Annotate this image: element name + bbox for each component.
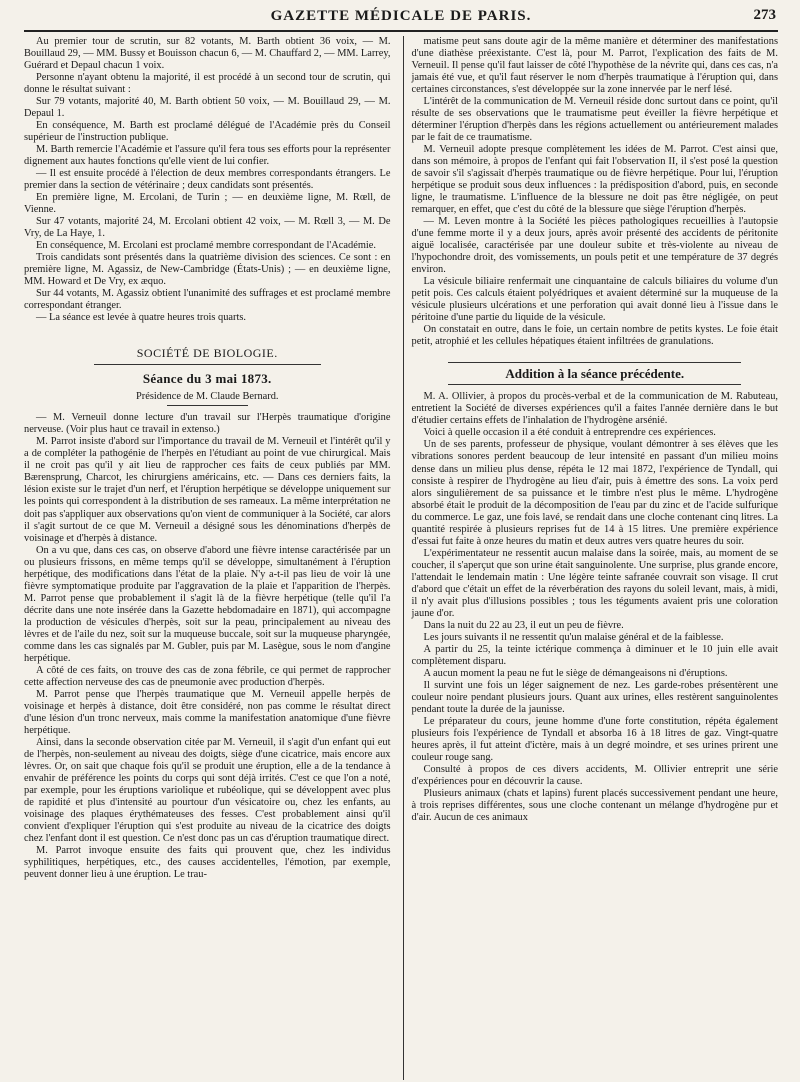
paragraph: A aucun moment la peau ne fut le siège de démangeaisons ni d'éruptions.: [423, 667, 728, 679]
paragraph: Consulté à propos de ces divers accidents, M. Ollivier entreprit une série d'expériences pour en découvrir la cause.: [411, 763, 778, 787]
paragraph: M. Parrot insiste d'abord sur l'importance du travail de M. Verneuil et l'intérêt qu'il y a de compléter la pathogénie de l'herpès en l'étudiant au point de vue chirurgical. Mais il ne croit pas qu'il y ait lieu de rapprocher ces faits de ceux publiés par MM. Bærensprung, Charcot, les chirurgiens américains, etc. — Dans ces derniers faits, la lésion existe sur le trajet d'un nerf, et l'éruption herpétique se développe uniquement sur les points qui correspondent à la distribution de ses rameaux. La même interprétation ne doit pas s'appliquer aux observations qu'on vient de communiquer à la Société, car alors il s'agit surtout de ce que M. Verneuil a désigné sous les dénominations d'herpès de voisinage et d'herpès à distance.: [24, 436, 391, 544]
paragraph: — La séance est levée à quatre heures trois quarts.: [36, 312, 247, 324]
divider: [167, 405, 248, 406]
presidence-line: Présidence de M. Claude Bernard.: [135, 391, 279, 403]
divider: [448, 384, 741, 385]
paragraph: Plusieurs animaux (chats et lapins) furent placés successivement pendant une heure, à trois reprises différentes, sous une cloche contenant un mélange d'hydrogène pur et d'air. Aucun de ces animaux: [411, 787, 778, 823]
divider: [448, 362, 741, 363]
paragraph: En conséquence, M. Barth est proclamé délégué de l'Académie près du Conseil supérieur de l'instruction publique.: [24, 120, 391, 144]
paragraph: On constatait en outre, dans le foie, un certain nombre de petits kystes. Le foie était petit, atrophié et les cellules hépatiques étaient infiltrées de granulations.: [411, 324, 778, 348]
paragraph: Les jours suivants il ne ressentit qu'un malaise général et de la faiblesse.: [423, 631, 724, 643]
paragraph: Un de ses parents, professeur de physique, voulant démontrer à ses élèves que les vibrations sonores perdent beaucoup de leur intensité en passant d'un milieu moins dense dans un milieu plus dense, répéta le 12 mai 1872, l'expérience de Tyndall, qui consiste à respirer de l'hydrogène au lieu d'air, puis à émettre des sons. La voix perd alors singulièrement de sa puissance et le timbre n'est plus le même. L'hydrogène absorbé était le produit de la décomposition de l'eau par du zinc et de l'acide sulfurique du commerce. Le gaz, une fois lavé, se rendait dans une cloche contenant cinq litres. La quantité respirée à plusieurs reprises fut de 14 à 15 litres. Une première expérience d'essai fut faite à onze heures du matin et deux autres vers quatre heures du soir.: [411, 439, 778, 547]
page-header: [24, 6, 778, 32]
paragraph: Personne n'ayant obtenu la majorité, il est procédé à un second tour de scrutin, qui donne le résultat suivant :: [24, 72, 391, 96]
paragraph: Au premier tour de scrutin, sur 82 votants, M. Barth obtient 36 voix, — M. Bouillaud 29, — MM. Bussy et Bouisson chacun 6, — M. Chauffard 2, — MM. Larrey, Guérard et Depaul chacun 1 voix.: [24, 36, 391, 72]
paragraph: On a vu que, dans ces cas, on observe d'abord une fièvre intense caractérisée par un ou plusieurs frissons, en même temps qu'il se développe, simultanément à l'éruption herpétique, des modifications dans l'état de la plaie. N'y a-t-il pas lieu de voir là une fièvre symptomatique produite par l'aggravation de la plaie et l'apparition de l'herpès. M. Parrot pense que probablement il s'agit là de la fièvre herpétique (telle qu'il l'a décrite dans une note insérée dans la Gazette hebdomadaire en 1871), qui accompagne la production de vésicules d'herpès, soit sur la peau, principalement au niveau des lèvres et de l'aile du nez, soit sur la muqueuse buccale, soit sur la muqueuse pharyngée, comme dans les cas signalés par M. Gubler, puis par M. Lasègue, sous le nom d'angine herpétique.: [24, 544, 391, 664]
paragraph: — Il est ensuite procédé à l'élection de deux membres correspondants étrangers. Le premier dans la section de vétérinaire ; deux candidats sont présentés.: [24, 168, 391, 192]
paragraph: A partir du 25, la teinte ictérique commença à diminuer et le 10 juin elle avait complètement disparu.: [411, 643, 778, 667]
paragraph: En première ligne, M. Ercolani, de Turin ; — en deuxième ligne, M. Rœll, de Vienne.: [24, 192, 391, 216]
journal-title: GAZETTE MÉDICALE DE PARIS.: [270, 8, 532, 24]
paragraph: Sur 47 votants, majorité 24, M. Ercolani obtient 42 voix, — M. Rœll 3, — M. De Vry, de La Haye, 1.: [24, 216, 391, 240]
seance-title: Séance du 3 mai 1873.: [142, 371, 272, 387]
paragraph: — M. Leven montre à la Société les pièces pathologiques recueillies à l'autopsie d'une femme morte il y a deux jours, après avoir présenté des accidents de péritonite aiguë localisée, caractérisée par une douleur subite et très-violente au niveau de l'hypochondre droit, des vomissements, un pouls petit et une température de 37 degrés environ.: [411, 216, 778, 276]
paragraph: La vésicule biliaire renfermait une cinquantaine de calculs biliaires du volume d'un petit pois. Ces calculs étaient polyédriques et avaient déterminé sur la muqueuse de la vésicule plusieurs ulcérations et une perforation qui avait donné lieu à l'issue dans le péritoine d'une partie du liquide de la vésicule.: [411, 276, 778, 324]
right-column: [403, 36, 779, 1080]
paragraph: matisme peut sans doute agir de la même manière et déterminer des manifestations d'une diathèse préexistante. C'est là, pour M. Parrot, l'explication des faits de M. Verneuil. Il pense qu'il faut laisser de côté l'hypothèse de la névrite qui, dans ces cas, n'a jamais été vue, et qu'il faut réserver le nom d'herpès traumatique à l'éruption qui, dans certaines circonstances, s'est développée sur la zone innervée par le nerf lésé.: [411, 36, 778, 96]
paragraph: M. Verneuil adopte presque complètement les idées de M. Parrot. C'est ainsi que, dans son mémoire, à propos de l'enfant qui fait l'observation II, il s'est posé la question de savoir s'il s'agissait d'herpès traumatique ou de fièvre herpétique. Pour lui, l'éruption herpétique se produit sous deux influences : la prédisposition d'abord, puis, en seconde ligne, le traumatisme. L'influence de la blessure ne doit pas être négligée, on peut remarquer, en effet, que c'est du côté de la blessure que siège l'éruption d'herpès.: [411, 144, 778, 216]
paragraph: Dans la nuit du 22 au 23, il eut un peu de fièvre.: [423, 619, 624, 631]
paragraph: — M. Verneuil donne lecture d'un travail sur l'Herpès traumatique d'origine nerveuse. (Voir plus haut ce travail in extenso.): [24, 412, 391, 436]
paragraph: Sur 79 votants, majorité 40, M. Barth obtient 50 voix, — M. Bouillaud 29, — M. Depaul 1.: [24, 96, 391, 120]
section-title: SOCIÉTÉ DE BIOLOGIE.: [136, 346, 278, 361]
paragraph: Voici à quelle occasion il a été conduit à entreprendre ces expériences.: [423, 427, 716, 439]
paragraph: M. Parrot pense que l'herpès traumatique que M. Verneuil appelle herpès de voisinage et herpès à distance, doit être considéré, non pas comme le résultat direct d'une lésion d'un tronc nerveux, mais comme la manifestation anatomique d'une fièvre herpétique.: [24, 688, 391, 736]
paragraph: L'expérimentateur ne ressentit aucun malaise dans la soirée, mais, au moment de se coucher, il s'aperçut que son urine était sanguinolente. Une surprise, plus grande encore, l'attendait le lendemain matin : Une légère teinte safranée couvrait son visage. Il crut d'abord que c'était un effet de la réverbération des rayons du soleil levant, mais, à midi, il n'y avait plus d'illusions possibles ; tous les téguments avaient pris une coloration jaune d'or.: [411, 547, 778, 619]
page-number: 273: [753, 7, 776, 23]
paragraph: L'intérêt de la communication de M. Verneuil réside donc surtout dans ce point, qu'il résulte de ses observations que le traumatisme peut éveiller la fièvre herpétique et déterminer l'éruption d'herpès dans les régions actuellement ou antérieurement malades par le fait de ce traumatisme.: [411, 96, 778, 144]
section-rule: [94, 364, 321, 365]
paragraph: En conséquence, M. Ercolani est proclamé membre correspondant de l'Académie.: [36, 240, 377, 252]
paragraph: Trois candidats sont présentés dans la quatrième division des sciences. Ce sont : en première ligne, M. Agassiz, de New-Cambridge (États-Unis) ; — en deuxième ligne, MM. Howard et De Vry, ex æquo.: [24, 252, 391, 288]
paragraph: Sur 44 votants, M. Agassiz obtient l'unanimité des suffrages et est proclamé membre correspondant étranger.: [24, 288, 391, 312]
paragraph: Ainsi, dans la seconde observation citée par M. Verneuil, il s'agit d'un enfant qui eut de l'herpès, non-seulement au niveau des doigts, siège d'une cicatrice, mais encore aux lèvres. Or, on sait que chaque fois qu'il se produit une éruption, elle a de la tendance à envahir de préférence les points du corps qui sont déjà irrités. C'est ce que l'on a noté, par exemple, pour les éruptions variolique et rubéolique, qui se développent avec plus de rapidité et plus d'intensité au pourtour d'un vésicatoire ou, chez les enfants, au voisinage des plaques érythémateuses des fesses. C'est probablement ainsi qu'il convient d'expliquer l'éruption qui s'est produite au niveau de la cicatrice des doigts chez l'enfant dont il est question. Ce n'est donc pas un cas d'éruption traumatique direct.: [24, 736, 391, 844]
paragraph: Il survint une fois un léger saignement de nez. Les garde-robes présentèrent une couleur noire pendant plusieurs jours. Quant aux urines, elles restèrent sanguinolentes pendant toute la durée de la jaunisse.: [411, 679, 778, 715]
paragraph: M. Parrot invoque ensuite des faits qui prouvent que, chez les individus syphilitiques, herpétiques, etc., des causes accidentelles, l'émotion, par exemple, peuvent donner lieu à une éruption. Le trau-: [24, 844, 391, 880]
paragraph: M. Barth remercie l'Académie et l'assure qu'il fera tous ses efforts pour la représenter dignement aux hautes fonctions qu'elle vient de lui confier.: [24, 144, 391, 168]
paragraph: A côté de ces faits, on trouve des cas de zona fébrile, ce qui permet de rapprocher cette affection nerveuse des cas de pneumonie avec production d'herpès.: [24, 664, 391, 688]
paragraph: Le préparateur du cours, jeune homme d'une forte constitution, répéta également plusieurs fois l'expérience de Tyndall et absorba 16 à 18 litres de gaz. Vingt-quatre heures après, il fut atteint d'ictère, mais à un degré moindre, et ses urines prirent une couleur rouge sang.: [411, 715, 778, 763]
left-column: [24, 36, 391, 1080]
columns: [24, 36, 778, 1080]
paragraph: M. A. Ollivier, à propos du procès-verbal et de la communication de M. Rabuteau, entretient la Société de diverses expériences qu'il a faites l'année dernière dans le but d'étudier certains effets de l'inhalation de l'hydrogène arsénié.: [411, 391, 778, 427]
addition-title: Addition à la séance précédente.: [505, 366, 685, 382]
